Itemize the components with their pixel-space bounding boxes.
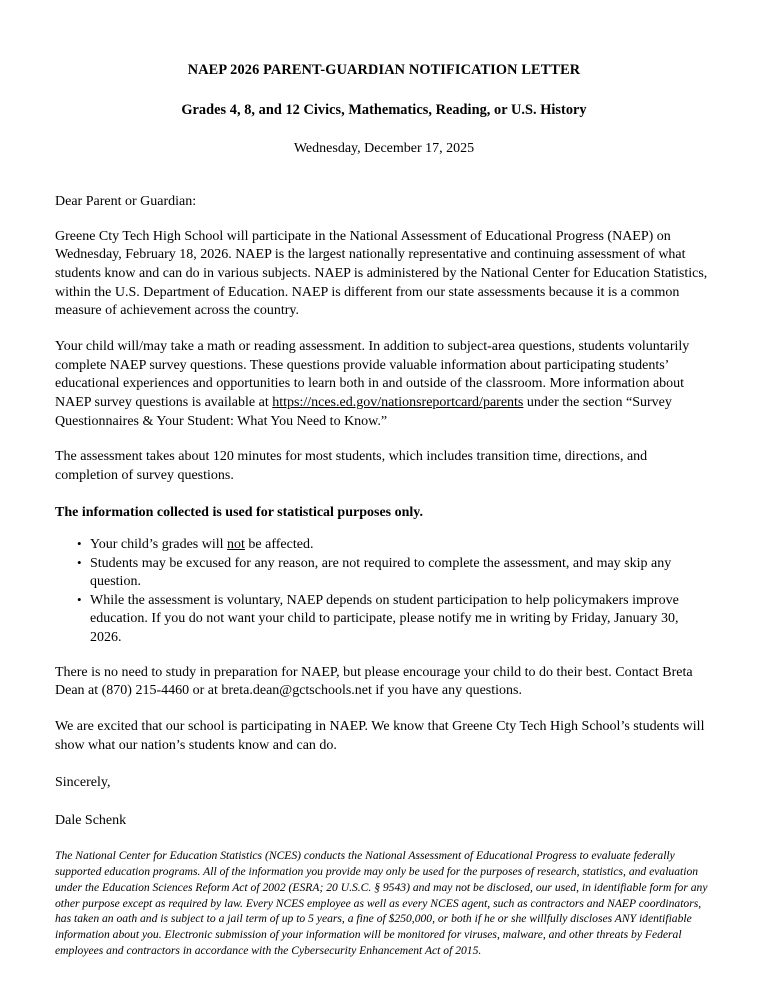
survey-text-before: Your child will/may take a math or reading assessment. In addition to subject-area questions, students voluntarily complete NAEP survey questions. These questions provide valuable information about participating students’ educational experiences and opportunities to learn both in and outside of the classroom. More information about NAEP survey questions is available at (55, 339, 690, 411)
key-points-list (55, 522, 713, 648)
bullet-text-before: While the assessment is voluntary, NAEP depends on student participation to help policymakers improve education. If you do not want your child to participate, please notify me in writing by Friday, January 30, 2026. (90, 592, 679, 646)
list-item (55, 592, 713, 648)
letter-date: Wednesday, December 17, 2025 (293, 141, 475, 157)
bullet-text-after: be affected. (244, 537, 314, 553)
paragraph-intro: Greene Cty Tech High School will participate in the National Assessment of Educational Progress (NAEP) on Wednesday, February 18, 2026. NAEP is the largest nationally representative and continuing assessment of what students know and can do in various subjects. NAEP is administered by the National Center for Education Statistics, within the U.S. Department of Education. NAEP is different from our state assessments because it is a common measure of achievement across the country. (55, 228, 708, 319)
signoff-closing: Sincerely, (55, 775, 111, 791)
statistical-purposes-notice: The information collected is used for statistical purposes only. (55, 504, 424, 520)
paragraph-survey (55, 321, 713, 431)
paragraph-closing: We are excited that our school is participating in NAEP. We know that Greene Cty Tech High School’s students will show what our nation’s students know and can do. (55, 719, 705, 753)
survey-text-after: under the section “Survey Questionnaires & Your Student: What You Need to Know.” (55, 395, 672, 429)
bullet-text-before: Your child’s grades will (90, 537, 228, 553)
nces-parents-link[interactable]: https://nces.ed.gov/nationsreportcard/parents (272, 395, 524, 411)
list-item (55, 555, 713, 592)
paragraph-duration: The assessment takes about 120 minutes for most students, which includes transition time, directions, and completion of survey questions. (55, 449, 648, 484)
document-subtitle: Grades 4, 8, and 12 Civics, Mathematics, Reading, or U.S. History (181, 102, 587, 119)
salutation: Dear Parent or Guardian: (55, 194, 197, 210)
letter-body (55, 0, 713, 958)
list-item (55, 536, 713, 555)
paragraph-contact: There is no need to study in preparation for NAEP, but please encourage your child to do their best. Contact Breta Dean at (870) 215-4460 or at breta.dean@gctschools.net if you have any questions. (55, 664, 693, 699)
bullet-emphasis: not (227, 537, 245, 553)
legal-notice: The National Center for Education Statistics (NCES) conducts the National Assessment of Educational Progress to evaluate federally supported education programs. All of the information you provide may only be used for the purposes of research, statistics, and evaluation under the Education Sciences Reform Act of 2002 (ESRA; 20 U.S.C. § 9543) and may not be disclosed, our used, in identifiable form for any other purpose except as required by law. Every NCES employee as well as every NCES agent, such as contractors and NAEP coordinators, has taken an oath and is subject to a jail term of up to 5 years, a fine of $250,000, or both if he or she willfully discloses ANY identifiable information about you. Electronic submission of your information will be monitored for viruses, malware, and other threats by Federal employees and contractors in accordance with the Cybersecurity Enhancement Act of 2015. (55, 849, 708, 957)
page-title: NAEP 2026 PARENT-GUARDIAN NOTIFICATION LETTER (187, 62, 581, 78)
signature-name: Dale Schenk (55, 812, 127, 828)
bullet-text-before: Students may be excused for any reason, are not required to complete the assessment, and may skip any question. (90, 555, 672, 590)
